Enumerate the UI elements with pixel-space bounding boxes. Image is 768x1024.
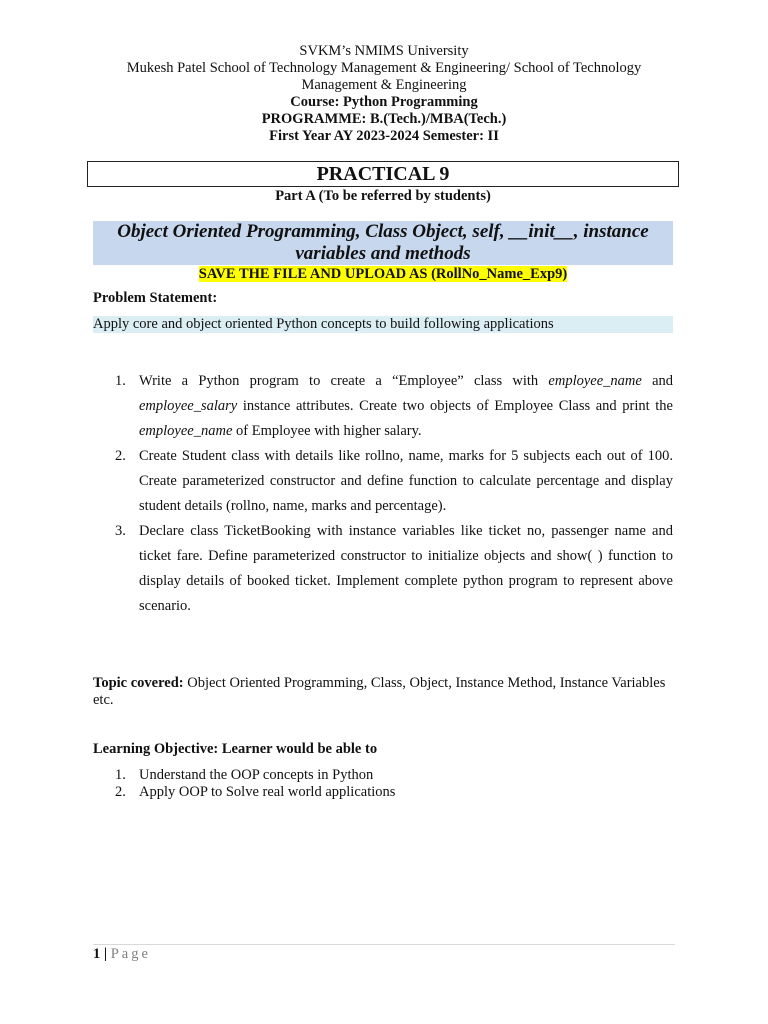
topic-covered [93,675,673,708]
problem-statement: Apply core and object oriented Python concepts to build following applications [93,316,673,333]
task-term: employee_salary [139,398,238,414]
topic-covered-label: Topic covered: [93,675,184,691]
task-text: instance attributes. Create two objects of Employee Class and print the [237,398,673,414]
list-item-number: 2. [115,448,126,464]
topic-heading-line2: variables and methods [295,243,471,264]
learning-objective-list [93,767,673,800]
objective-text: Understand the OOP concepts in Python [139,767,374,783]
programme-title: PROGRAMME: B.(Tech.)/MBA(Tech.) [261,111,507,127]
save-instruction: SAVE THE FILE AND UPLOAD AS (RollNo_Name_Exp9) [198,266,568,282]
list-item [93,767,673,784]
course-title: Course: Python Programming [290,94,478,110]
task-term: employee_name [548,373,642,389]
list-item [93,519,673,619]
practical-title: PRACTICAL 9 [87,161,679,187]
topic-heading-line1: Object Oriented Programming, Class Object, self, __init__, instance [117,221,649,242]
task-text: Create Student class with details like rollno, name, marks for 5 subjects each out of 100. Create parameterized constructor and define function to calculate percentage and display student details (rollno, name, marks and percentage). [139,448,673,514]
list-item-number: 1. [115,373,126,389]
list-item-number: 1. [115,767,126,783]
task-list [93,369,673,619]
document-header [93,43,675,145]
problem-statement-label: Problem Statement: [93,290,218,306]
page-label: Page [110,946,151,962]
topic-heading [93,221,673,265]
academic-year: First Year AY 2023-2024 Semester: II [269,128,499,144]
list-item [93,444,673,519]
list-item-number: 2. [115,783,126,800]
task-text: Declare class TicketBooking with instance variables like ticket no, passenger name and ticket fare. Define parameterized constructor to initialize objects and show( ) function to display details of booked ticket. Implement complete python program to represent above scenario. [139,523,673,614]
school-name-line2: Management & Engineering [301,77,467,93]
page-number: 1 [93,946,101,962]
school-name-line1: Mukesh Patel School of Technology Management & Engineering/ School of Technology [126,60,642,76]
topic-covered-text: Object Oriented Programming, Class, Object, Instance Method, Instance Variables etc. [93,675,666,708]
list-item [93,369,673,444]
learning-objective-label: Learning Objective: Learner would be able to [93,741,378,757]
page-separator: | [100,946,111,962]
part-a-heading: Part A (To be referred by students) [275,188,491,204]
task-text: of Employee with higher salary. [232,423,422,439]
task-text: Write a Python program to create a “Employee” class with [139,373,549,389]
task-term: employee_name [139,423,233,439]
page-footer [93,946,151,963]
list-item-number: 3. [115,523,126,539]
footer-divider [93,944,675,945]
list-item [93,784,673,801]
university-name: SVKM’s NMIMS University [299,43,469,59]
task-text: and [641,373,674,389]
save-instruction-line [93,265,673,283]
objective-text: Apply OOP to Solve real world applications [139,783,396,800]
